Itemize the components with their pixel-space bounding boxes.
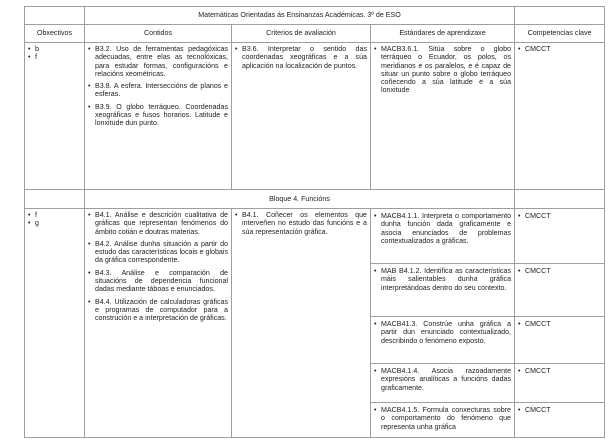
header-contents: Contidos — [85, 25, 232, 43]
competence-item: • CMCCT — [518, 406, 601, 414]
objective-item: • g — [28, 219, 81, 227]
header-criteria: Criterios de avaliación — [232, 25, 371, 43]
header-objectives: Obxectivos — [25, 25, 85, 43]
objective-item: • f — [28, 211, 81, 219]
competences-cell — [515, 209, 605, 438]
header-competences: Competencias clave — [515, 25, 605, 43]
standards-cell — [371, 43, 515, 190]
objective-item: • f — [28, 53, 81, 61]
standard-item: • MACB4.1.1. Interpreta o comportamento dunha función dada graficamente e asocia enunciados de problemas contextualizados a gráficas. — [374, 212, 511, 245]
criteria-cell — [232, 43, 371, 190]
criterion-item: • B4.1. Coñecer os elementos que interveñen no estudo das funcións e a súa representación gráfica. — [235, 211, 367, 236]
table-title: Matemáticas Orientadas ás Ensinanzas Académicas. 3º de ESO — [85, 7, 515, 25]
competence-item: • CMCCT — [518, 367, 601, 375]
competence-item: • CMCCT — [518, 320, 601, 328]
content-item: • B4.1. Análise e descrición cualitativa de gráficas que representan fenómenos do ámbito cotián e doutras materias. — [88, 211, 228, 236]
content-item: • B3.2. Uso de ferramentas pedagóxicas adecuadas, entre elas as tecnolóxicas, para estudar formas, configuracións e relacións xeométricas. — [88, 45, 228, 78]
standard-item: • MAB B4.1.2. Identifica as características máis salientables dunha gráfica interpretándoas dentro do seu contexto. — [374, 267, 511, 292]
header-standards: Estándares de aprendizaxe — [371, 25, 515, 43]
objective-item: • b — [28, 45, 81, 53]
competences-cell — [515, 43, 605, 190]
content-item: • B3.9. O globo terráqueo. Coordenadas xeográficas e fusos horarios. Latitude e lonxitude dun punto. — [88, 103, 228, 128]
objectives-cell — [25, 43, 85, 190]
curriculum-table — [24, 6, 605, 438]
block-title: Bloque 4. Funcións — [85, 190, 515, 209]
objectives-cell — [25, 209, 85, 438]
competence-item: • CMCCT — [518, 45, 601, 53]
contents-cell — [85, 209, 232, 438]
competence-item: • CMCCT — [518, 212, 601, 220]
content-item: • B3.8. A esfera. Interseccións de planos e esferas. — [88, 82, 228, 99]
standard-item: • MACB4.1.5. Formula conxecturas sobre o comportamento do fenómeno que representa unha gráfica — [374, 406, 511, 431]
competence-item: • CMCCT — [518, 267, 601, 275]
criteria-cell — [232, 209, 371, 438]
standard-item: • MACB4.1.4. Asocia razoadamente expresións analíticas a funcións dadas graficamente. — [374, 367, 511, 392]
content-item: • B4.3. Análise e comparación de situacións de dependencia funcional dadas mediante táboas e enunciados. — [88, 269, 228, 294]
contents-cell — [85, 43, 232, 190]
criterion-item: • B3.6. Interpretar o sentido das coordenadas xeográficas e a súa aplicación na localización de puntos. — [235, 45, 367, 70]
content-item: • B4.2. Análise dunha situación a partir do estudo das características locais e globais da gráfica correspondente. — [88, 240, 228, 265]
content-item: • B4.4. Utilización de calculadoras gráficas e programas de computador para a construción e a interpretación de gráficas. — [88, 298, 228, 323]
standard-item: • MACB3.6.1. Sitúa sobre o globo terráqueo o Ecuador, os polos, os meridianos e os paralelos, e é capaz de situar un punto sobre o globo terráqueo coñecendo a súa latitude e a súa lonxitude — [374, 45, 511, 95]
standard-item: • MACB41.3. Constrúe unha gráfica a partir dun enunciado contextualizado, describindo o fenómeno exposto. — [374, 320, 511, 345]
standards-cell — [371, 209, 515, 438]
